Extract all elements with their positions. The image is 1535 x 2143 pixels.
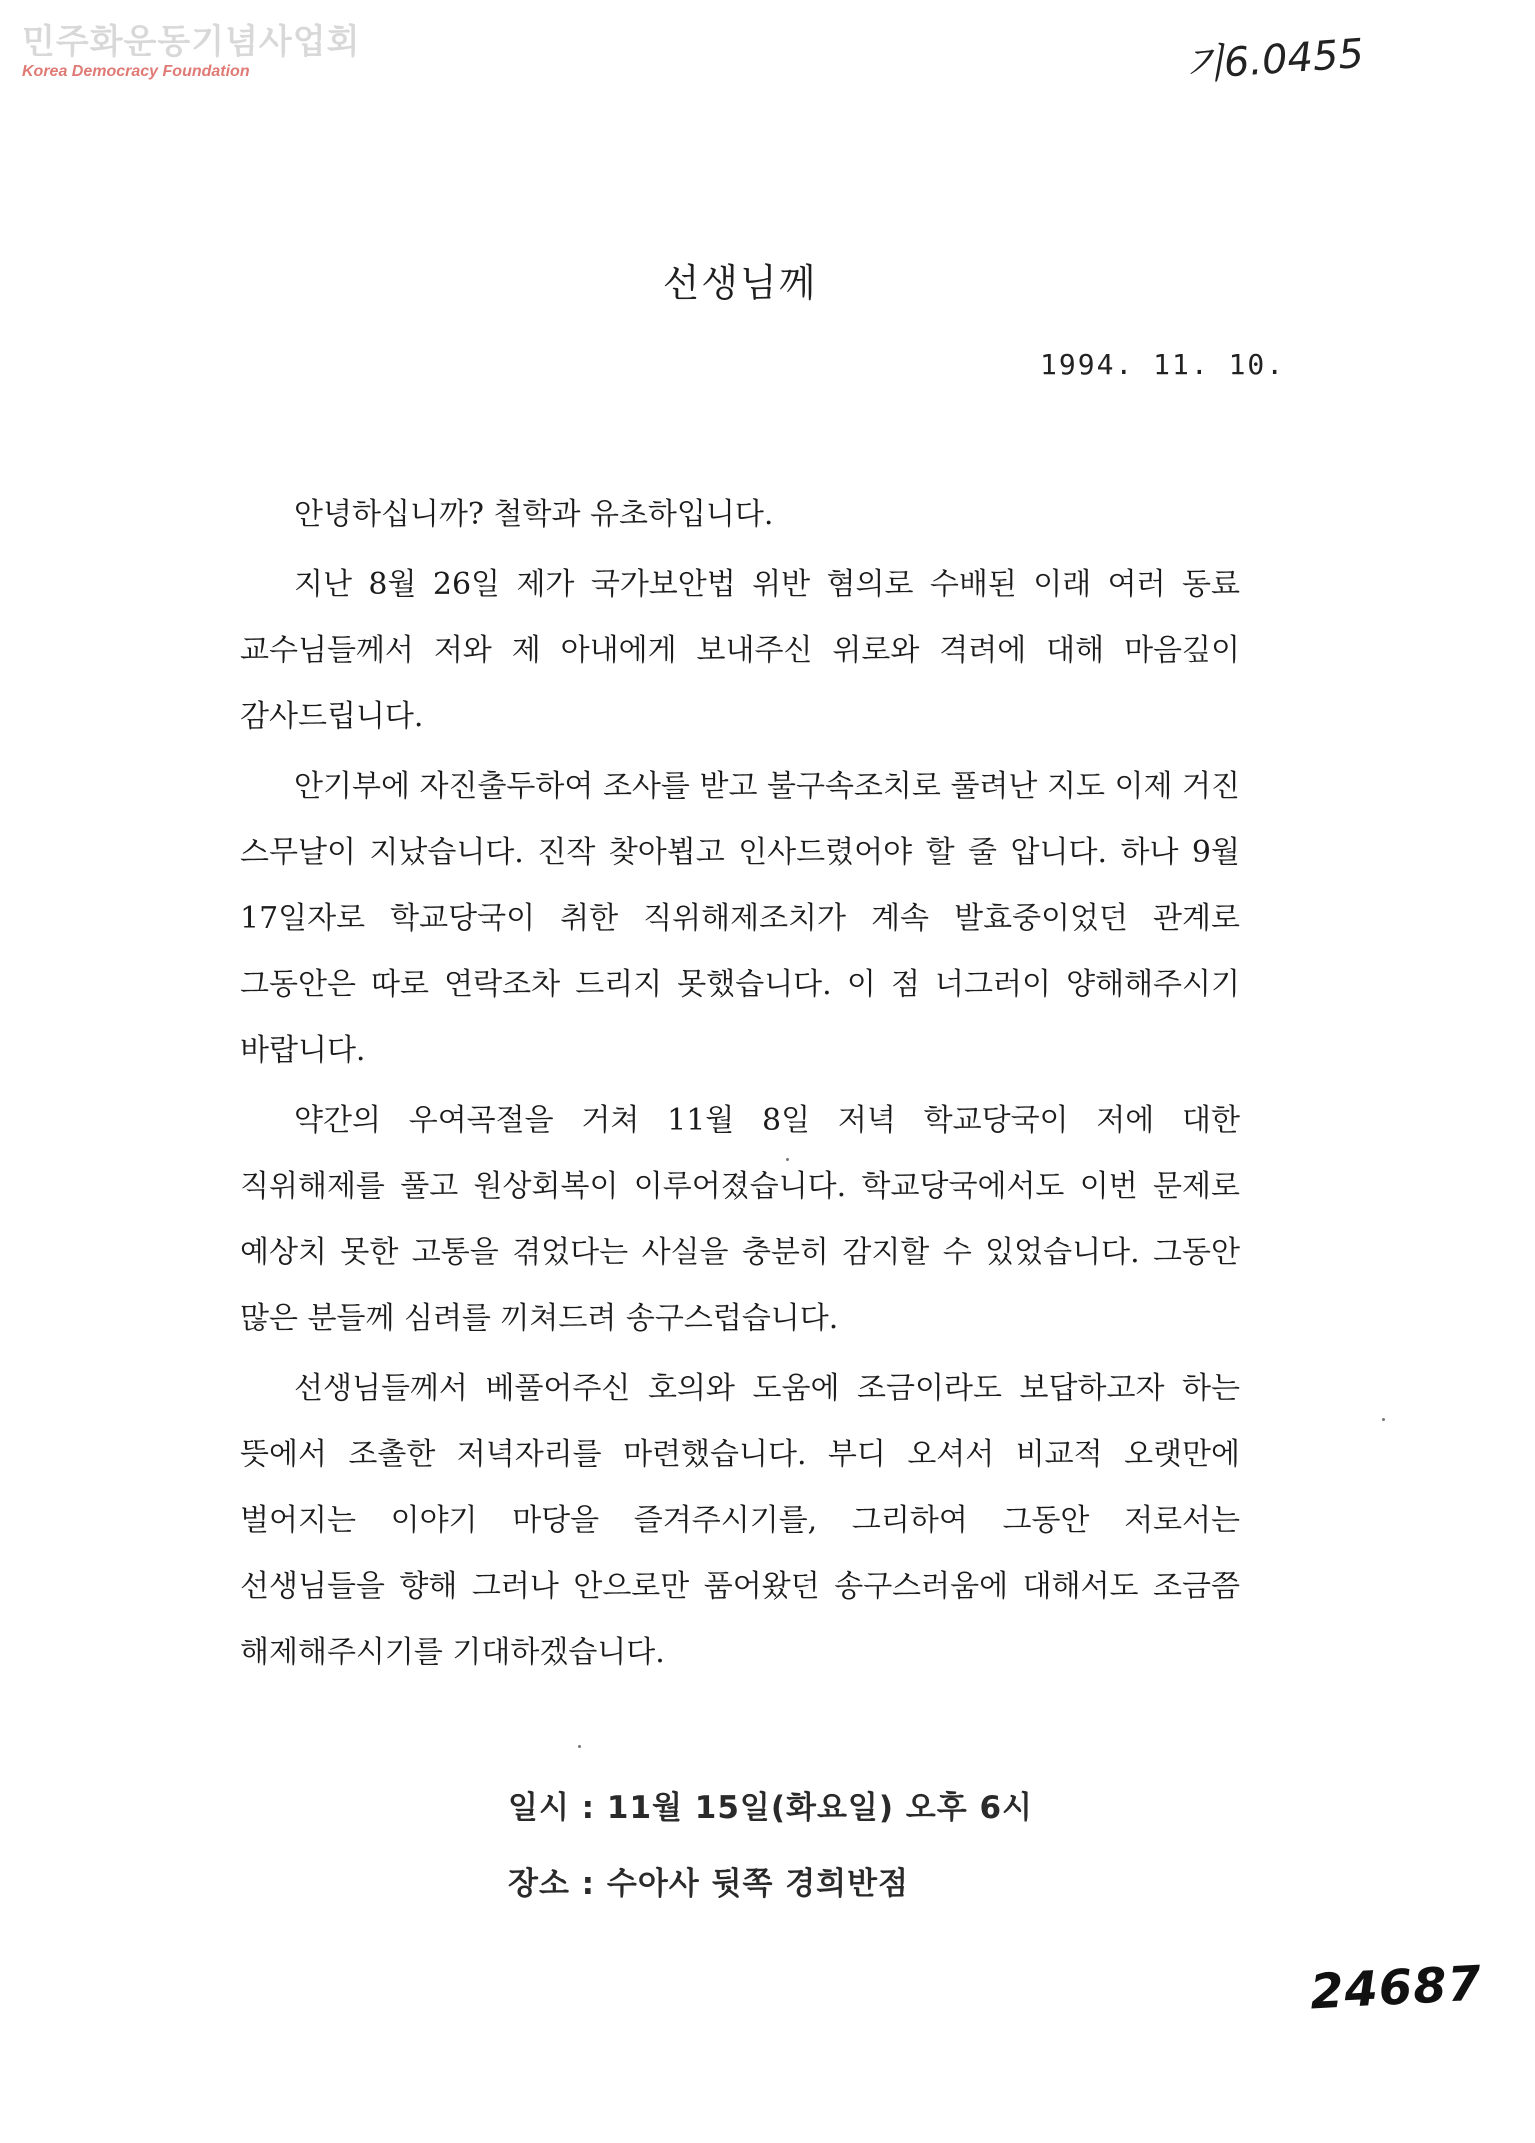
letter-body bbox=[240, 482, 1240, 1686]
event-info bbox=[508, 1770, 1033, 1922]
watermark-korean-text: 민주화운동기념사업회 bbox=[22, 22, 361, 62]
paragraph-reinstatement: 약간의 우여곡절을 거쳐 11월 8일 저녁 학교당국이 저에 대한 직위해제를 풀고 원상회복이 이루어졌습니다. 학교당국에서도 이번 문제로 예상치 못한 고통을 겪었다는 사실을 충분히 감지할 수 있었습니다. 그동안 많은 분들께 심려를 끼쳐드려 송구스럽습니다. bbox=[240, 1103, 1240, 1336]
scan-speck bbox=[578, 1745, 581, 1748]
paragraph-thanks: 지난 8월 26일 제가 국가보안법 위반 혐의로 수배된 이래 여러 동료 교수님들께서 저와 제 아내에게 보내주신 위로와 격려에 대해 마음깊이 감사드립니다. bbox=[240, 567, 1240, 734]
watermark-logo bbox=[22, 22, 361, 82]
event-place: 장소 : 수아사 뒷쪽 경희반점 bbox=[508, 1866, 909, 1902]
page-number-handwritten: 24687 bbox=[1308, 1955, 1484, 2021]
letter-title: 선생님께 bbox=[662, 261, 818, 305]
paragraph-situation: 안기부에 자진출두하여 조사를 받고 불구속조치로 풀려난 지도 이제 거진 스무날이 지났습니다. 진작 찾아뵙고 인사드렸어야 할 줄 압니다. 하나 9월 17일자로 학교당국이 취한 직위해제조치가 계속 발효중이었던 관계로 그동안은 따로 연락조차 드리지 못했습니다. 이 점 너그러이 양해해주시기 바랍니다. bbox=[240, 769, 1240, 1068]
event-time: 일시 : 11월 15일(화요일) 오후 6시 bbox=[508, 1790, 1034, 1826]
scan-speck bbox=[1382, 1418, 1385, 1421]
paragraph-invitation: 선생님들께서 베풀어주신 호의와 도움에 조금이라도 보답하고자 하는 뜻에서 조촐한 저녁자리를 마련했습니다. 부디 오셔서 비교적 오랫만에 벌어지는 이야기 마당을 즐겨주시기를, 그리하여 그동안 저로서는 선생님들을 향해 그러나 안으로만 품어왔던 송구스러움에 대해서도 조금쯤 해제해주시기를 기대하겠습니다. bbox=[240, 1371, 1240, 1670]
paragraph-greeting: 안녕하십니까? 철학과 유초하입니다. bbox=[294, 497, 774, 532]
archive-id-handwritten: 기6.0455 bbox=[1183, 30, 1366, 90]
scan-speck bbox=[786, 1158, 789, 1161]
letter-date: 1994. 11. 10. bbox=[1040, 348, 1286, 381]
watermark-english-text: Korea Democracy Foundation bbox=[22, 63, 250, 80]
